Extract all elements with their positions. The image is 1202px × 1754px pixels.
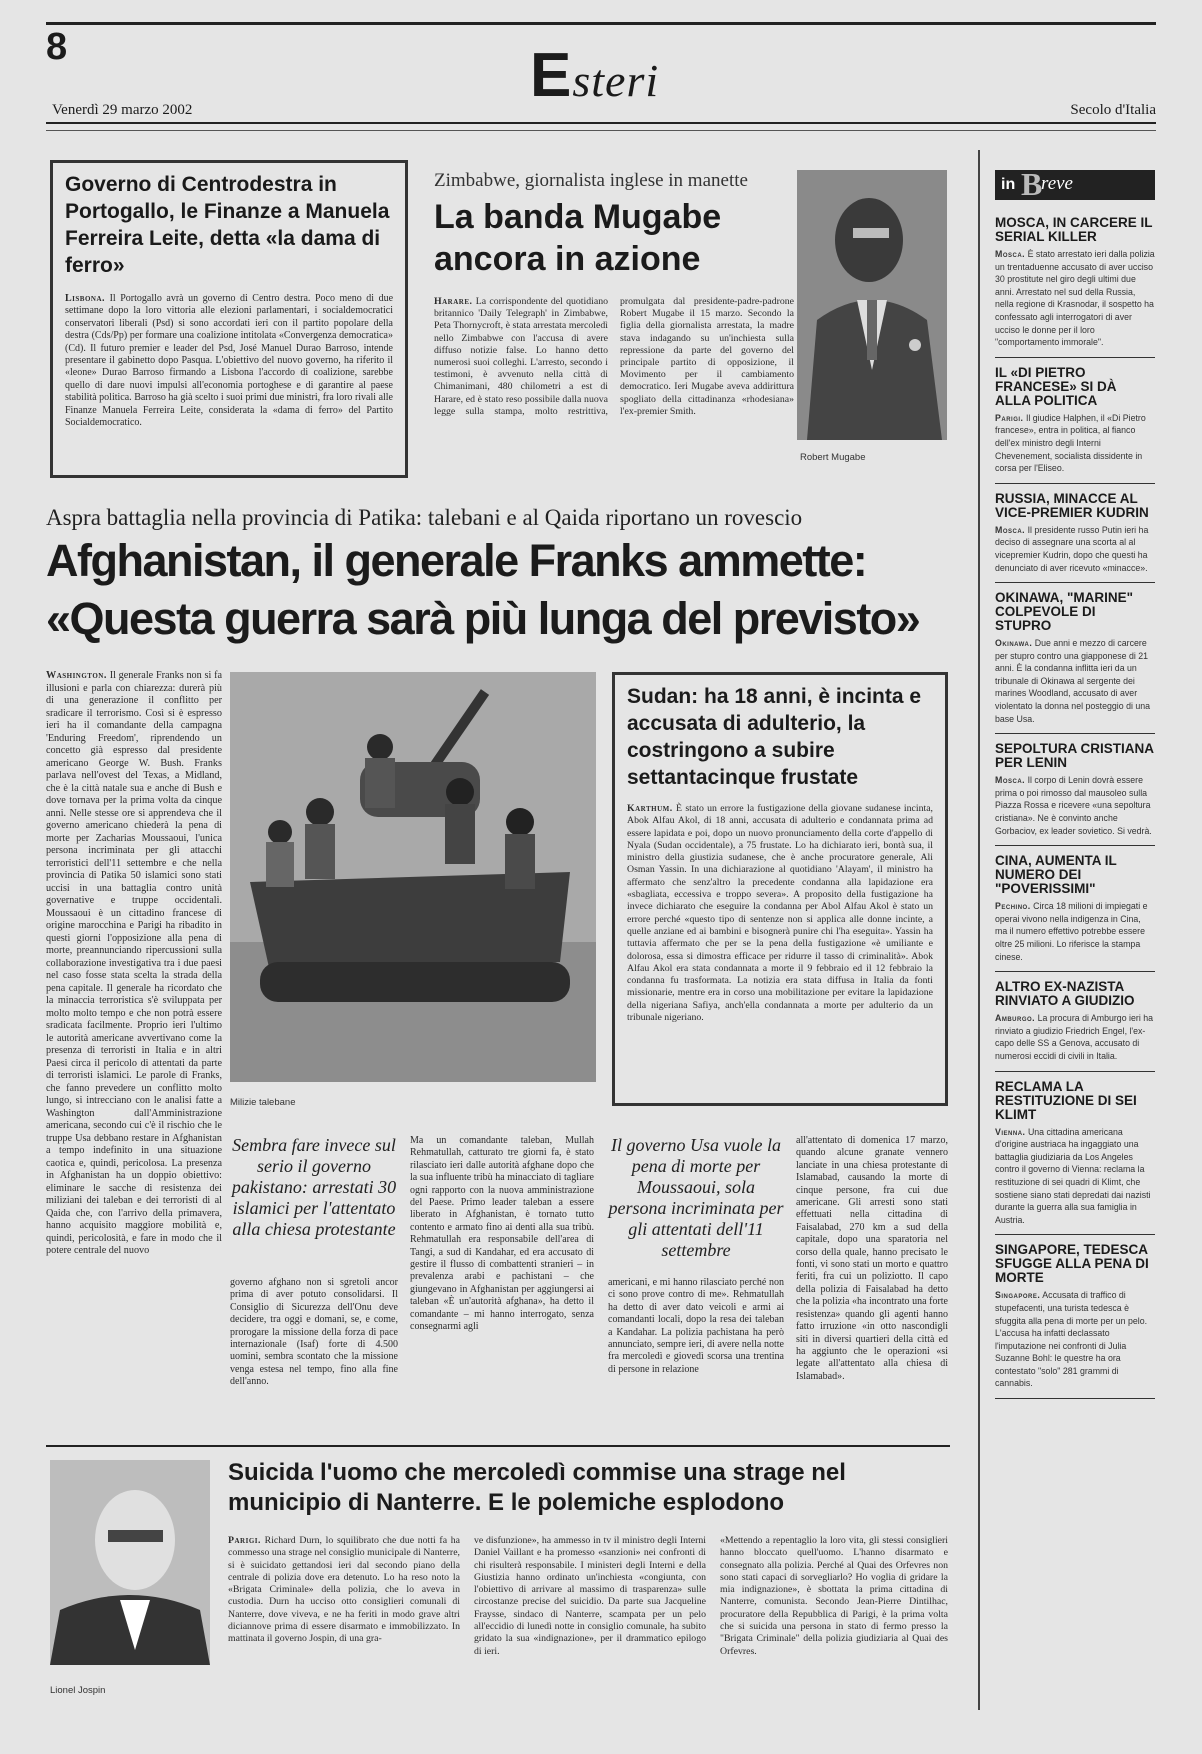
- sudan-body: [627, 803, 933, 1024]
- sudan-headline: Sudan: ha 18 anni, è incinta e accusata di adulterio, la costringono a subire settantacinque frustate: [627, 685, 922, 789]
- brief-item: [995, 734, 1155, 846]
- zimbabwe-dateline: Harare.: [434, 296, 473, 307]
- in-breve-initial: B: [1021, 166, 1043, 202]
- portugal-body: [65, 293, 393, 429]
- brief-dateline: Mosca.: [995, 524, 1026, 535]
- brief-body: Il presidente russo Putin ieri ha deciso di assegnare una scorta al al vicepremier Kudrin, dopo che questi ha denunciato di aver ricevuto «minacce».: [995, 524, 1149, 573]
- nanterre-dateline: Parigi.: [228, 1535, 261, 1546]
- brief-body: Una cittadina americana d'origine austriaca ha ingaggiato una battaglia giudiziaria da Los Angeles contro il governo di Vienna: reclama la restituzione di sei quadri di Klimt, che sostiene siano stati depredati dai nazisti durante la guerra alla sua famiglia in Austria.: [995, 1126, 1151, 1225]
- zimbabwe-headline: La banda Mugabe ancora in azione: [434, 198, 722, 278]
- zimbabwe-body-text: La corrispondente del quotidiano britannico 'Daily Telegraph' in Zimbabwe, Peta Thornycroft, è stata arrestata mercoledì nello Zimbabwe con l'accusa di avere diffuso notizie false. Lo hanno detto numerosi suoi colleghi. L'arresto, secondo i testimoni, è avvenuto nella città di Chimanimani, 480 chilometri a est di Harare, ed è stato reso possibile dalla nuova legge sulla stampa, molto restrittiva, promulgata dal presidente-padre-padrone Robert Mugabe il 15 marzo. Secondo la figlia della giornalista arrestata, la madre stava indagando su un'inchiesta sulla repressione da parte del governo del principale partito di opposizione, il Movimento per il cambiamento democratico. Ieri Mugabe aveva addirittura spogliato della cittadinanza «rhodesiana» l'ex-premier Smith.: [434, 296, 794, 417]
- masthead-rule-thin: [46, 130, 1156, 131]
- brief-title: MOSCA, IN CARCERE IL SERIAL KILLER: [995, 215, 1153, 244]
- in-breve-header: [995, 166, 1155, 202]
- brief-text: [995, 1012, 1155, 1062]
- jospin-photo: [50, 1460, 210, 1665]
- brief-title: CINA, AUMENTA IL NUMERO DEI "POVERISSIMI": [995, 853, 1117, 897]
- pull-quote-moussaoui: Il governo Usa vuole la pena di morte per Moussaoui, sola persona incriminata per gli attentati dell'11 settembre: [608, 1135, 784, 1260]
- brief-title: SEPOLTURA CRISTIANA PER LENIN: [995, 741, 1154, 771]
- sudan-article: [612, 672, 948, 1106]
- zimbabwe-body: [434, 296, 794, 461]
- in-breve-list: [995, 208, 1155, 1728]
- brief-item: [995, 484, 1155, 583]
- brief-dateline: Okinawa.: [995, 638, 1033, 649]
- brief-dateline: Mosca.: [995, 775, 1026, 786]
- brief-item: [995, 846, 1155, 972]
- brief-dateline: Mosca.: [995, 249, 1026, 259]
- section-rest: steri: [572, 55, 660, 106]
- mugabe-photo: [797, 170, 947, 440]
- brief-title: OKINAWA, "MARINE" COLPEVOLE DI STUPRO: [995, 590, 1134, 634]
- afghanistan-dateline: Washington.: [46, 670, 107, 681]
- brief-dateline: Vienna.: [995, 1126, 1026, 1137]
- afghanistan-col5: all'attentato di domenica 17 marzo, quando alcune granate vennero lanciate in una chiesa protestante di Islamabad, causando la morte di cinque persone, fra cui due americane. Gli arresti sono stati effettuati nella cittadina di Faisalabad, 270 km a sud della capitale, dopo una sparatoria nel corso della quale, hanno precisato le fonti, vi sono stati un morto e quattro feriti, fra cui un poliziotto. Il capo della polizia di Faisalabad ha detto che la polizia «ha incontrato una forte resistenza» quando gli agenti hanno fatto irruzione «in otto nascondigli siti in diversi quartieri della città ed ha aggiunto che le operazioni «si legate all'attentato alla chiesa di Islamabad».: [796, 1135, 948, 1382]
- in-breve-prefix: in: [1001, 176, 1016, 193]
- nanterre-rule: [46, 1445, 950, 1447]
- mugabe-portrait: [797, 170, 947, 440]
- top-rule: [46, 22, 1156, 25]
- brief-item: [995, 972, 1155, 1071]
- afghanistan-body-text: Il generale Franks non si fa illusioni e parla con chiarezza: durerà più di una generazione il conflitto per sradicare il terrorismo. Così si è espresso ieri ha il comandante della campagna 'Enduring Freedom', riprendendo un concetto già espresso dal presidente americano George W. Bush. Franks parlava nell'ovest del Texas, a Midland, che è la città natale sua e anche di Bush e dove tornava per la prima volta da cinque anni. Nelle stesse ore si apprendeva che il governo americano chiederà la pena di morte per Zacharias Moussaoui, l'unica persona incriminata per gli attacchi terroristici dell'11 settembre e che nella provincia di Patika 50 islamici sono stati uccisi in una battaglia contro unità governative e truppe occidentali. Moussaoui è un cittadino francese di origine marocchina e Parigi ha ribadito in questi giorni l'opposizione alla pena di morte, preannunciando ripercussioni sulla collaborazione investigativa tra i due paesi nel caso fosse stata scelta la strada della pena capitale. Il generale ha ricordato che la minaccia terroristica s'è sviluppata per molto molto tempo e che non potrà essere sradicata facilmente. Proprio ieri l'ultimo le autorità americane avvertivano come la presenza di terroristi in Italia e in altri Paesi circa il pericolo di attentati da parte di terroristi islamici. Le parole di Franks, che fanno prevedere un conflitto molto lungo, si intrecciano con le analisi fatte a Washington dall'Amministrazione americana, secondo cui c'è il rischio che le truppe Usa debbano restare in Afghanistan a tempo indefinito in una situazione caotica e, quindi, pericolosa. La presenza in Afghanistan ha un doppio obiettivo: eliminare le sacche di resistenza dei miliziani dei taleban e dei terroristi di al Qaida che, con l'arrivo della primavera, hanno acquisito maggiore mobilità e, quindi, pericolosità, e fare in modo che il potere centrale del nuovo: [46, 670, 222, 1256]
- brief-body: È stato arrestato ieri dalla polizia un trentaduenne accusato di aver ucciso 30 prostitute nel giro degli ultimi due anni. Arrestato nel sud della Russia, nella regione di Krasnodar, il sospetto ha confessato agli interrogatori di aver ucciso le donne per il loro "comportamento immorale".: [995, 249, 1155, 348]
- afghanistan-kicker: Aspra battaglia nella provincia di Patika: talebani e al Qaida riportano un rovescio: [46, 505, 803, 530]
- afghanistan-headline-1: Afghanistan, il generale Franks ammette:: [46, 535, 867, 586]
- afghanistan-body: [46, 670, 222, 1440]
- afghanistan-headline-2: «Questa guerra sarà più lunga del previsto»: [46, 593, 920, 644]
- zimbabwe-article: [434, 170, 794, 461]
- pull-quote-pakistan: Sembra fare invece sul serio il governo pakistano: arrestati 30 islamici per l'attentato alla chiesa protestante: [231, 1135, 397, 1239]
- brief-item: [995, 1235, 1155, 1399]
- brief-text: [995, 637, 1155, 725]
- mugabe-caption: Robert Mugabe: [800, 452, 866, 463]
- nanterre-col1-text: Richard Durn, lo squilibrato che due notti fa ha commesso una strage nel consiglio municipale di Nanterre, si è suicidato gettandosi ieri dal secondo piano della centrale di polizia dove era detenuto. Lo ha reso noto la «Brigata Criminale» della polizia, che lo aveva in custodia. Durn ha ucciso otto consiglieri comunali di Nanterre, dove viveva, e ne ha feriti in modo grave altri diciannove prima di essere disarmato e immobilizzato. In mattinata il governo Jospin, di una gra-: [228, 1535, 460, 1645]
- jospin-caption: Lionel Jospin: [50, 1685, 106, 1696]
- section-title: [530, 40, 659, 111]
- afghanistan-col4: americani, e mi hanno rilasciato perché non ci sono prove contro di me». Rehmatullah ha detto di aver dato veicoli e armi ai comandanti locali, dopo la resa dei taleban a Kandahar. La polizia pachistana ha però annunciato, sempre ieri, di avere nella notte fra mercoledì e giovedì scorsa una trentina di persone in relazione: [608, 1277, 784, 1375]
- afghanistan-col3: Ma un comandante taleban, Mullah Rehmatullah, catturato tre giorni fa, è stato rilasciato ieri dalle autorità afghane dopo che la sua influente tribù ha minacciato di tagliare ogni rapporto con la nuova amministrazione del Paese. Primo leader taleban a essere liberato in Afghanistan, è tornato tutto contento e armato fino ai denti alla sua tribù. Rehmatullah era responsabile dell'area di Tangi, a sud di Kandahar, ed era accusato di gestire il flusso di combattenti stranieri – in prevalenza arabi e pachistani – che giungevano in Afghanistan per aggiungersi ai taleban «È un'autorità afghana», ha detto il comandante – mi hanno interrogato, senza consegnarmi agli: [410, 1135, 594, 1333]
- brief-text: [995, 1289, 1155, 1390]
- brief-body: Il corpo di Lenin dovrà essere prima o poi rimosso dal mausoleo sulla Piazza Rossa e ricevere «una sepoltura cristiana». Ne è convinto anche Gorbaciov, ex leader sovietico. Si vedrà.: [995, 775, 1152, 836]
- brief-text: [995, 900, 1155, 963]
- brief-item: [995, 208, 1155, 358]
- portugal-dateline: Lisbona.: [65, 293, 106, 304]
- brief-item: [995, 1072, 1155, 1236]
- tank-illustration: [230, 672, 596, 1082]
- nanterre-col2: ve disfunzione», ha ammesso in tv il ministro degli Interni Daniel Vaillant e ha promesso «sanzioni» nei confronti di chi risulterà responsabile. I ministeri degli Interni e della Giustizia hanno ordinato un'inchiesta «congiunta, con l'obiettivo di arrivare al massimo di trasparenza» sulle circostanze precise del suicidio. Da parte sua Jacqueline Fraysse, sindaco di Nanterre, scampata per un pelo all'eccidio di lunedì notte in consiglio comunale, ha subito gridato la sua «indignazione», per il drammatico epilogo di ieri.: [474, 1535, 706, 1657]
- nanterre-headline: Suicida l'uomo che mercoledì commise una strage nel municipio di Nanterre. E le polemiche esplodono: [228, 1459, 846, 1516]
- brief-body: Circa 18 milioni di impiegati e operai vivono nella indigenza in Cina, ma il numero effettivo potrebbe essere oltre 25 milioni. Lo riferisce la stampa cinese.: [995, 901, 1148, 962]
- masthead-rule: [46, 122, 1156, 124]
- in-breve-rest: reve: [1041, 173, 1073, 194]
- newspaper-name: Secolo d'Italia: [1070, 102, 1156, 118]
- brief-text: [995, 1126, 1155, 1227]
- brief-body: Accusata di traffico di stupefacenti, una turista tedesca è sfuggita alla pena di morte per un pelo. L'accusa ha infatti declassato l'imputazione nei confronti di Julia Suzanne Bohl: le questre ha ora contestato "solo" 281 grammi di cannabis.: [995, 1290, 1148, 1389]
- brief-body: Due anni e mezzo di carcere per stupro contro una giapponese di 21 anni. È la condanna inflitta ieri da un tribunale di Okinawa al sergente dei marines Woodland, accusato di aver violentato la donna nel posteggio di una base Usa.: [995, 638, 1151, 724]
- brief-dateline: Singapore.: [995, 1290, 1041, 1301]
- brief-body: Il giudice Halphen, il «Di Pietro francese», entra in politica, al fianco dell'ex ministro degli Interni Chevenement, socialista dissidente in corsa per l'Eliseo.: [995, 412, 1146, 474]
- sudan-dateline: Karthum.: [627, 803, 673, 814]
- brief-title: IL «DI PIETRO FRANCESE» SI DÀ ALLA POLITICA: [995, 364, 1117, 408]
- brief-title: RUSSIA, MINACCE AL VICE-PREMIER KUDRIN: [995, 490, 1149, 520]
- brief-text: [995, 774, 1155, 837]
- jospin-portrait: [50, 1460, 210, 1665]
- page-number: 8: [46, 26, 68, 68]
- zimbabwe-kicker: Zimbabwe, giornalista inglese in manette: [434, 170, 748, 191]
- brief-text: [995, 412, 1155, 475]
- section-initial: E: [530, 41, 573, 110]
- portugal-headline: Governo di Centrodestra in Portogallo, le Finanze a Manuela Ferreira Leite, detta «la dama di ferro»: [65, 173, 390, 277]
- tank-photo: [230, 672, 596, 1082]
- brief-title: SINGAPORE, TEDESCA SFUGGE ALLA PENA DI MORTE: [995, 1242, 1149, 1286]
- brief-item: [995, 358, 1155, 484]
- brief-title: RECLAMA LA RESTITUZIONE DI SEI KLIMT: [995, 1078, 1137, 1122]
- nanterre-col3: «Mettendo a repentaglio la loro vita, gli stessi consiglieri hanno bloccato quell'uomo. L'hanno disarmato e consegnato alla polizia. Perché al Quai des Orfevres non sono stati capaci di sorvegliarlo? Ho voglia di gridare la mia indignazione», è sbottata la prima cittadina di Nanterre, comunista. Secondo Jean-Pierre Dintilhac, procuratore della Repubblica di Parigi, è la prima volta che si suicida una persona in stato di fermo presso la "Brigata Criminale" della polizia giudiziaria al Quai des Orfevres.: [720, 1535, 948, 1657]
- tank-caption: Milizie talebane: [230, 1097, 296, 1108]
- afghanistan-col2: governo afghano non si sgretoli ancor prima di aver potuto consolidarsi. Il Consiglio di Sicurezza dell'Onu deve decidere, tra oggi e domani, se, e come, prorogare la missione della forza di pace internazionale (Isaf) forte di 4.500 uomini, sembra scontato che la missione venga estesa nel tempo, fino alla fine dell'anno.: [230, 1277, 398, 1388]
- nanterre-col1: [228, 1535, 460, 1700]
- portugal-article: [50, 160, 408, 478]
- issue-date: Venerdì 29 marzo 2002: [52, 102, 193, 118]
- brief-dateline: Pechino.: [995, 901, 1031, 912]
- brief-title: ALTRO EX-NAZISTA RINVIATO A GIUDIZIO: [995, 979, 1135, 1009]
- brief-dateline: Amburgo.: [995, 1013, 1036, 1024]
- brief-body: La procura di Amburgo ieri ha rinviato a giudizio Friedrich Engel, l'ex-capo delle SS a Genova, accusato di numerosi eccidi di civili in Italia.: [995, 1013, 1153, 1061]
- sudan-body-text: È stato un errore la fustigazione della giovane sudanese incinta, Abok Alfau Akol, di 18 anni, accusata di adulterio e condannata prima ad essere lapidata e poi, dopo un nuovo pronunciamento della corte d'appello di Nyala (Sudan occidentale), a 75 frustate. Lo ha dichiarato ieri, bontà sua, il ministro della giustizia sudanese, che è anche procuratore generale, Ali Osman Yassin. In una dichiarazione al quotidiano 'Alayam', il ministro ha affermato che senz'altro la precedente condanna alla lapidazione era «sbagliata, eccessiva e troppo severa». A proposito della fustigazione ha invece dichiarato che eseguire la condanna per Abol Alfau Akol è stato un errore perché «questo tipo di sentenze non si applica alle donne incinte, a quelle anziane ed ai bambini e bisognerà punire chi l'ha eseguita». Yassin ha tuttavia affermato che per se la pena della fustigazione «è umiliante e dolorosa, essa si dimostra efficace per ridurre il tasso di criminalità». Abok Alfau Akol era stata condannata a morte il 9 febbraio ed il 12 febbraio la condanna fu trasformata. La notizia era stata diffusa in Italia da fonti missionarie, mentre era in corso una mobilitazione per evitare la lapidazione della nigeriana Safiya, anch'ella condannata a morte per adulterio da un tribunale nigeriano.: [627, 803, 934, 1024]
- portugal-body-text: Il Portogallo avrà un governo di Centro destra. Poco meno di due settimane dopo la loro vittoria alle elezioni parlamentari, i socialdemocratici conservatori liberali (Psd) si sono accordati ieri con il partito popolare della destra (Cds/Pp) per formare una coalizione intitolata «Convergenza democratica» (Cd). Il futuro premier e leader del Psd, José Manuel Durao Barroso, intende presentare il gabinetto dopo Pasqua. L'obiettivo del nuovo governo, ha riferito il «leone» Durao Barroso firmando a Lisbona l'accordo di coalizione, sarebbe quello di dare nuovi impulsi all'economia portoghese e di garantire al paese stabilità politica. Barroso ha già scelto i suoi primi due ministri, fra loro rivali alle Finanze Manuela Ferreira Leite, considerata la «dama di ferro» del Partito Socialdemocratico.: [65, 293, 394, 429]
- brief-item: [995, 583, 1155, 734]
- sidebar-divider: [978, 150, 980, 1710]
- brief-text: [995, 248, 1155, 349]
- brief-dateline: Parigi.: [995, 412, 1024, 423]
- brief-text: [995, 524, 1155, 574]
